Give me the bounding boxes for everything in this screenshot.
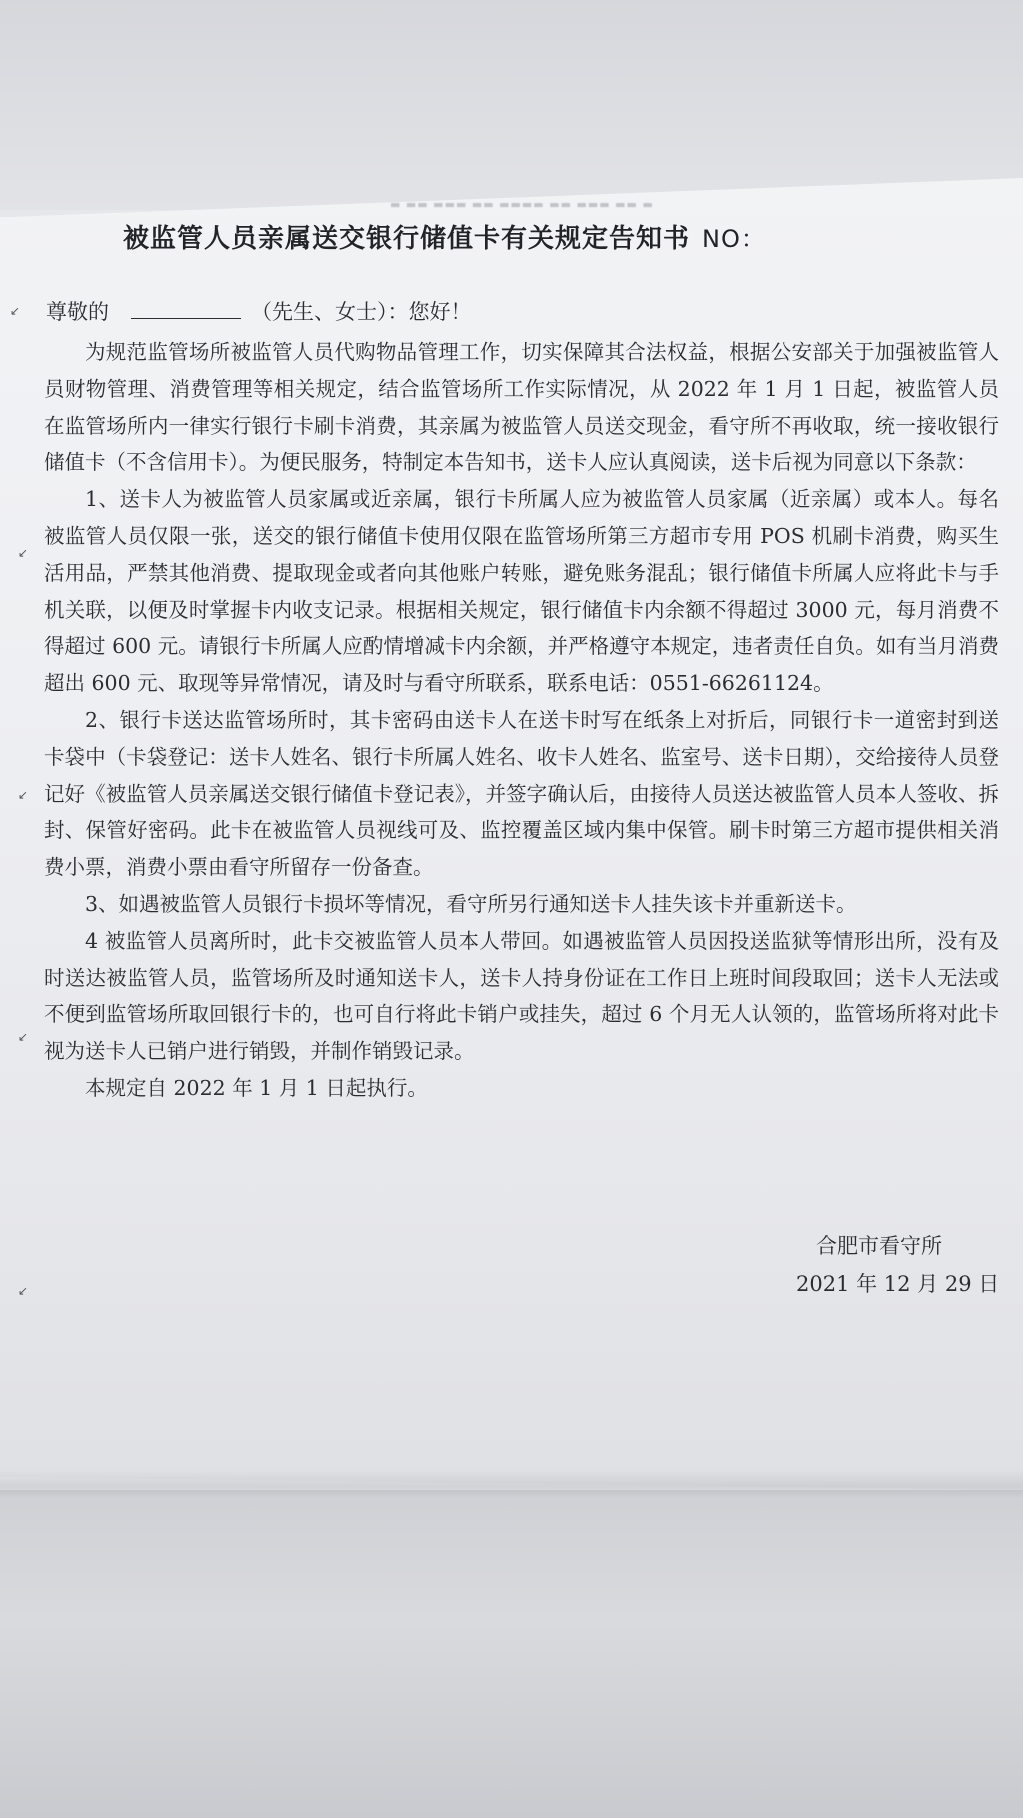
signature-organization: 合肥市看守所 <box>816 1234 942 1258</box>
greeting-line <box>46 296 472 326</box>
greeting-suffix: （先生、女士）：您好！ <box>251 300 472 324</box>
paragraph-clause-3: 3、如遇被监管人员银行卡损坏等情况，看守所另行通知送卡人挂失该卡并重新送卡。 <box>85 891 857 916</box>
paragraph-clause-4: 4 被监管人员离所时，此卡交被监管人员本人带回。如遇被监管人员因投送监狱等情形出所，没有及时送达被监管人员，监管场所及时通知送卡人，送卡人持身份证在工作日上班时间段取回；送卡人无法或不便到监管场所取回银行卡的，也可自行将此卡销户或挂失，超过 6 个月无人认领的，监管场所将对此卡视为送卡人已销户进行销毁，并制作销毁记录。 <box>44 928 999 1064</box>
paper-fold-shadow <box>0 1470 1023 1498</box>
paragraph-effective-date: 本规定自 2022 年 1 月 1 日起执行。 <box>85 1075 428 1100</box>
notice-title <box>123 218 766 255</box>
margin-mark: ↙ <box>18 1284 29 1298</box>
notice-body <box>44 334 999 1107</box>
background-top <box>0 0 1023 210</box>
greeting-prefix: 尊敬的 <box>46 300 109 324</box>
signature-date: 2021 年 12 月 29 日 <box>796 1272 1000 1296</box>
notice-number-label: NO： <box>702 225 766 253</box>
background-bottom <box>0 1490 1023 1818</box>
recipient-name-blank <box>131 300 241 319</box>
margin-mark: ↙ <box>10 304 21 318</box>
notice-title-text: 被监管人员亲属送交银行储值卡有关规定告知书 <box>123 224 691 254</box>
margin-mark: ↙ <box>18 788 29 802</box>
paragraph-intro: 为规范监管场所被监管人员代购物品管理工作，切实保障其合法权益，根据公安部关于加强被监管人员财物管理、消费管理等相关规定，结合监管场所工作实际情况，从 2022 年 1 月 1 日起，被监管人员在监管场所内一律实行银行卡刷卡消费，其亲属为被监管人员送交现金，看守所不再收取，统一接收银行储值卡（不含信用卡）。为便民服务，特制定本告知书，送卡人应认真阅读，送卡后视为同意以下条款： <box>44 340 999 475</box>
margin-mark: ↙ <box>18 546 29 560</box>
margin-mark: ↙ <box>18 1030 29 1044</box>
bleed-through-marks: ▬ ▬▬ ▬▬▬ ▬▬ ▬▬▬▬ ▬▬ ▬▬▬ ▬▬ ▬ <box>390 198 654 210</box>
paragraph-clause-2: 2、银行卡送达监管场所时，其卡密码由送卡人在送卡时写在纸条上对折后，同银行卡一道密封到送卡袋中（卡袋登记：送卡人姓名、银行卡所属人姓名、收卡人姓名、监室号、送卡日期），交给接待人员登记好《被监管人员亲属送交银行储值卡登记表》，并签字确认后，由接待人员送达被监管人员本人签收、拆封、保管好密码。此卡在被监管人员视线可及、监控覆盖区域内集中保管。刷卡时第三方超市提供相关消费小票，消费小票由看守所留存一份备查。 <box>44 707 999 880</box>
paragraph-clause-1: 1、送卡人为被监管人员家属或近亲属，银行卡所属人应为被监管人员家属（近亲属）或本人。每名被监管人员仅限一张，送交的银行储值卡使用仅限在监管场所第三方超市专用 POS 机刷卡消费，购买生活用品，严禁其他消费、提取现金或者向其他账户转账，避免账务混乱；银行储值卡所属人应将此卡与手机关联，以便及时掌握卡内收支记录。根据相关规定，银行储值卡内余额不得超过 3000 元，每月消费不得超过 600 元。请银行卡所属人应酌情增减卡内余额，并严格遵守本规定，违者责任自负。如有当月消费超出 600 元、取现等异常情况，请及时与看守所联系，联系电话：0551-66261124。 <box>44 487 999 696</box>
